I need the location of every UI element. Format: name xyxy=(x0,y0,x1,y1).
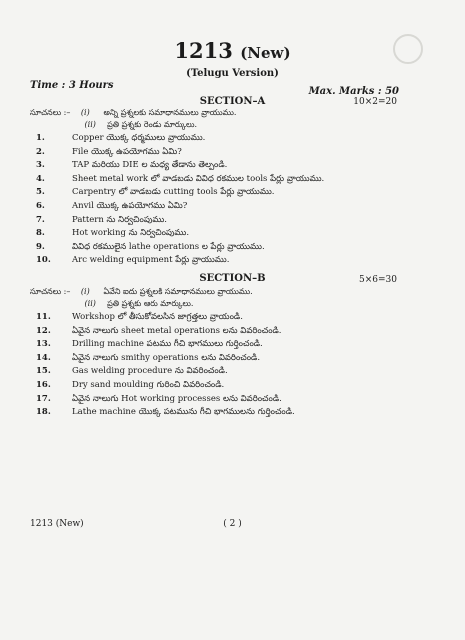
section-b-title: SECTION–B xyxy=(199,273,266,284)
instruction-number: (i) xyxy=(80,108,90,117)
footer-paper-code: 1213 (New) xyxy=(30,519,84,529)
instruction-number: (ii) xyxy=(84,120,96,129)
instruction-text: ఏవేని ఐదు ప్రశ్నలకి సమాధానములు వ్రాయుము. xyxy=(103,287,253,296)
question xyxy=(36,366,295,380)
question-number: 17. xyxy=(36,393,51,404)
section-b-score: 5×6=30 xyxy=(359,275,397,285)
section-a-instructions xyxy=(30,108,236,132)
time-allowed: Time : 3 Hours xyxy=(30,80,114,91)
paper-code xyxy=(0,38,465,63)
question xyxy=(36,187,324,201)
question-number: 16. xyxy=(36,379,51,390)
question xyxy=(36,394,295,408)
question xyxy=(36,228,324,242)
max-marks: Max. Marks : 50 xyxy=(308,86,399,97)
question-text: Pattern ను నిర్వచింపుము. xyxy=(72,214,167,225)
question-text: ఏవైన నాలుగు Hot working processes లను వివరించండి. xyxy=(72,393,282,404)
question-number: 9. xyxy=(36,241,45,252)
question-text: Hot working ను నిర్వచింపుము. xyxy=(72,228,190,239)
question xyxy=(36,380,295,394)
question-number: 14. xyxy=(36,352,51,363)
question xyxy=(36,339,295,353)
section-a-questions xyxy=(36,133,324,269)
instruction-text: అన్ని ప్రశ్నలకు సమాధానములు వ్రాయుము. xyxy=(103,108,237,117)
instruction-text: ప్రతి ప్రశ్నకు రెండు మార్కులు. xyxy=(107,120,198,129)
question xyxy=(36,160,324,174)
question-text: Anvil యొక్క ఉపయోగము ఏమి? xyxy=(72,200,188,211)
question xyxy=(36,326,295,340)
page-number: ( 2 ) xyxy=(223,519,242,529)
question-number: 12. xyxy=(36,325,51,336)
question-text: Copper యొక్క ధర్మములు వ్రాయుము. xyxy=(72,133,206,143)
question xyxy=(36,255,324,269)
question-number: 11. xyxy=(36,312,51,322)
question xyxy=(36,353,295,367)
instructions-label: సూచనలు :– xyxy=(30,108,71,117)
question-text: File యొక్క ఉపయోగము ఏమి? xyxy=(72,146,182,157)
question-text: వివిధ రకములైన lathe operations ల పేర్లు వ్రాయుము. xyxy=(72,241,265,252)
question-text: Dry sand moulding గురించి వివరించండి. xyxy=(72,379,225,390)
question-number: 1. xyxy=(36,133,45,143)
question-text: Carpentry లో వాడబడు cutting tools పేర్లు వ్రాయుము. xyxy=(72,187,275,198)
question xyxy=(36,174,324,188)
question xyxy=(36,312,295,326)
section-b-questions xyxy=(36,312,295,421)
question-number: 3. xyxy=(36,160,45,171)
question-text: ఏవైన నాలుగు smithy operations లను వివరించండి. xyxy=(72,352,261,363)
paper-version: (Telugu Version) xyxy=(186,68,279,79)
section-a-title: SECTION–A xyxy=(199,96,266,107)
question-number: 5. xyxy=(36,187,45,198)
instruction-number: (i) xyxy=(80,287,90,296)
question xyxy=(36,201,324,215)
question-number: 13. xyxy=(36,339,51,350)
question-text: Drilling machine పటము గీచి భాగములు గుర్తించండి. xyxy=(72,339,263,350)
question-text: Arc welding equipment పేర్లు వ్రాయుము. xyxy=(72,255,230,266)
question-number: 8. xyxy=(36,228,45,239)
question-text: Workshop లో తీసుకోవలసిన జాగ్రత్తలు వ్రాయండి. xyxy=(72,312,243,322)
question xyxy=(36,133,324,147)
instructions-label: సూచనలు :– xyxy=(30,287,71,296)
question-text: TAP మరియు DIE ల మధ్య తేడాను తెల్పండి. xyxy=(72,160,228,171)
question-text: Sheet metal work లో వాడబడు వివిధ రకముల tools పేర్లు వ్రాయుము. xyxy=(72,173,325,184)
paper-code-number: 1213 xyxy=(174,38,233,63)
question xyxy=(36,242,324,256)
question-text: ఏవైన నాలుగు sheet metal operations లను వివరించండి. xyxy=(72,325,282,336)
question-number: 15. xyxy=(36,366,51,377)
question-number: 2. xyxy=(36,146,45,157)
question-number: 18. xyxy=(36,407,51,418)
instruction-number: (ii) xyxy=(84,299,96,308)
question xyxy=(36,407,295,421)
question xyxy=(36,147,324,161)
paper-code-suffix: (New) xyxy=(240,44,291,62)
section-a-score: 10×2=20 xyxy=(353,97,397,107)
question-number: 10. xyxy=(36,255,51,266)
section-b-instructions xyxy=(30,287,253,311)
question-number: 7. xyxy=(36,214,45,225)
instruction-text: ప్రతి ప్రశ్నకు ఆరు మార్కులు. xyxy=(107,299,194,308)
question xyxy=(36,215,324,229)
question-text: Gas welding procedure ను వివరించండి. xyxy=(72,366,228,377)
question-number: 4. xyxy=(36,173,45,184)
question-number: 6. xyxy=(36,200,45,211)
question-text: Lathe machine యొక్క పటమును గీచి భాగములను గుర్తించండి. xyxy=(72,407,295,418)
